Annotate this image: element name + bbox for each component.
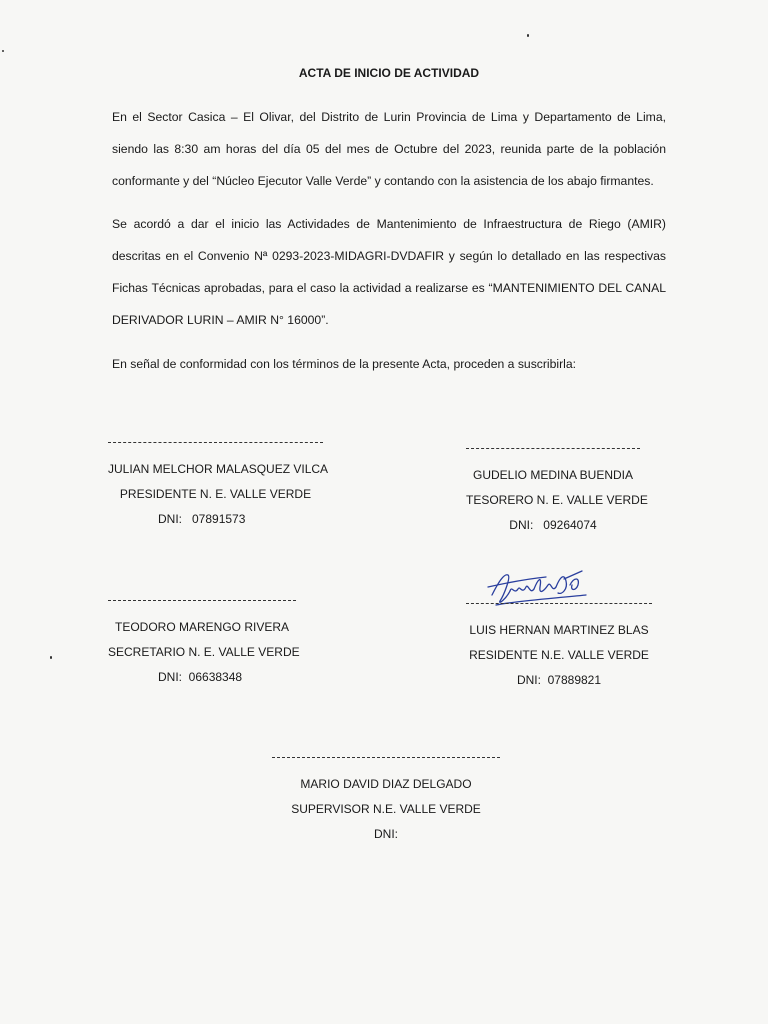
signature-line — [108, 442, 323, 443]
document-title: ACTA DE INICIO DE ACTIVIDAD — [298, 66, 480, 80]
paper-speck — [527, 34, 529, 37]
signatory-role: RESIDENTE N.E. VALLE VERDE — [469, 648, 649, 662]
signatory-role: SUPERVISOR N.E. VALLE VERDE — [291, 802, 481, 816]
paper-speck — [50, 656, 52, 659]
signatory-name: GUDELIO MEDINA BUENDIA — [472, 468, 634, 482]
signatory-dni: DNI: 06638348 — [158, 670, 243, 684]
signatory-name: MARIO DAVID DIAZ DELGADO — [300, 777, 472, 791]
signatory-dni: DNI: 07889821 — [516, 673, 602, 687]
paragraph-agreement: Se acordó a dar el inicio las Actividades de Mantenimiento de Infraestructura de Riego (AMIR) descritas en el Convenio Nª 0293-2023-MIDAGRI-DVDAFIR y según lo detallado en las respectivas Fichas Técnicas aprobadas, para el caso la actividad a realizarse es “MANTENIMIENTO DEL CANAL DERIVADOR LURIN – AMIR N° 16000”. — [112, 217, 666, 327]
signature-line — [108, 600, 296, 601]
paragraph-conformity: En señal de conformidad con los términos de la presente Acta, proceden a suscribirla: — [112, 357, 577, 371]
signatory-role: SECRETARIO N. E. VALLE VERDE — [108, 645, 300, 659]
signature-line — [466, 603, 652, 604]
signatory-role: TESORERO N. E. VALLE VERDE — [466, 493, 648, 507]
signatory-dni: DNI: — [374, 827, 398, 841]
signature-block-president — [108, 442, 329, 532]
signature-line — [272, 757, 500, 758]
signature-line — [466, 448, 640, 449]
signatory-name: JULIAN MELCHOR MALASQUEZ VILCA — [108, 462, 329, 476]
signatory-role: PRESIDENTE N. E. VALLE VERDE — [119, 487, 312, 501]
signatory-name: LUIS HERNAN MARTINEZ BLAS — [469, 623, 649, 637]
signature-block-resident — [466, 603, 652, 693]
signature-block-supervisor — [272, 757, 500, 847]
paragraph-intro: En el Sector Casica – El Olivar, del Distrito de Lurin Provincia de Lima y Departamento de Lima, siendo las 8:30 am horas del día 05 del mes de Octubre del 2023, reunida parte de la población conformante y del “Núcleo Ejecutor Valle Verde” y contando con la asistencia de los abajo firmantes. — [112, 110, 666, 188]
signatory-name: TEODORO MARENGO RIVERA — [114, 620, 290, 634]
signature-block-secretary — [108, 600, 300, 690]
signatory-dni: DNI: 09264074 — [509, 518, 597, 532]
signatory-dni: DNI: 07891573 — [158, 512, 246, 526]
paper-speck — [2, 50, 4, 52]
signature-block-treasurer — [466, 448, 648, 538]
